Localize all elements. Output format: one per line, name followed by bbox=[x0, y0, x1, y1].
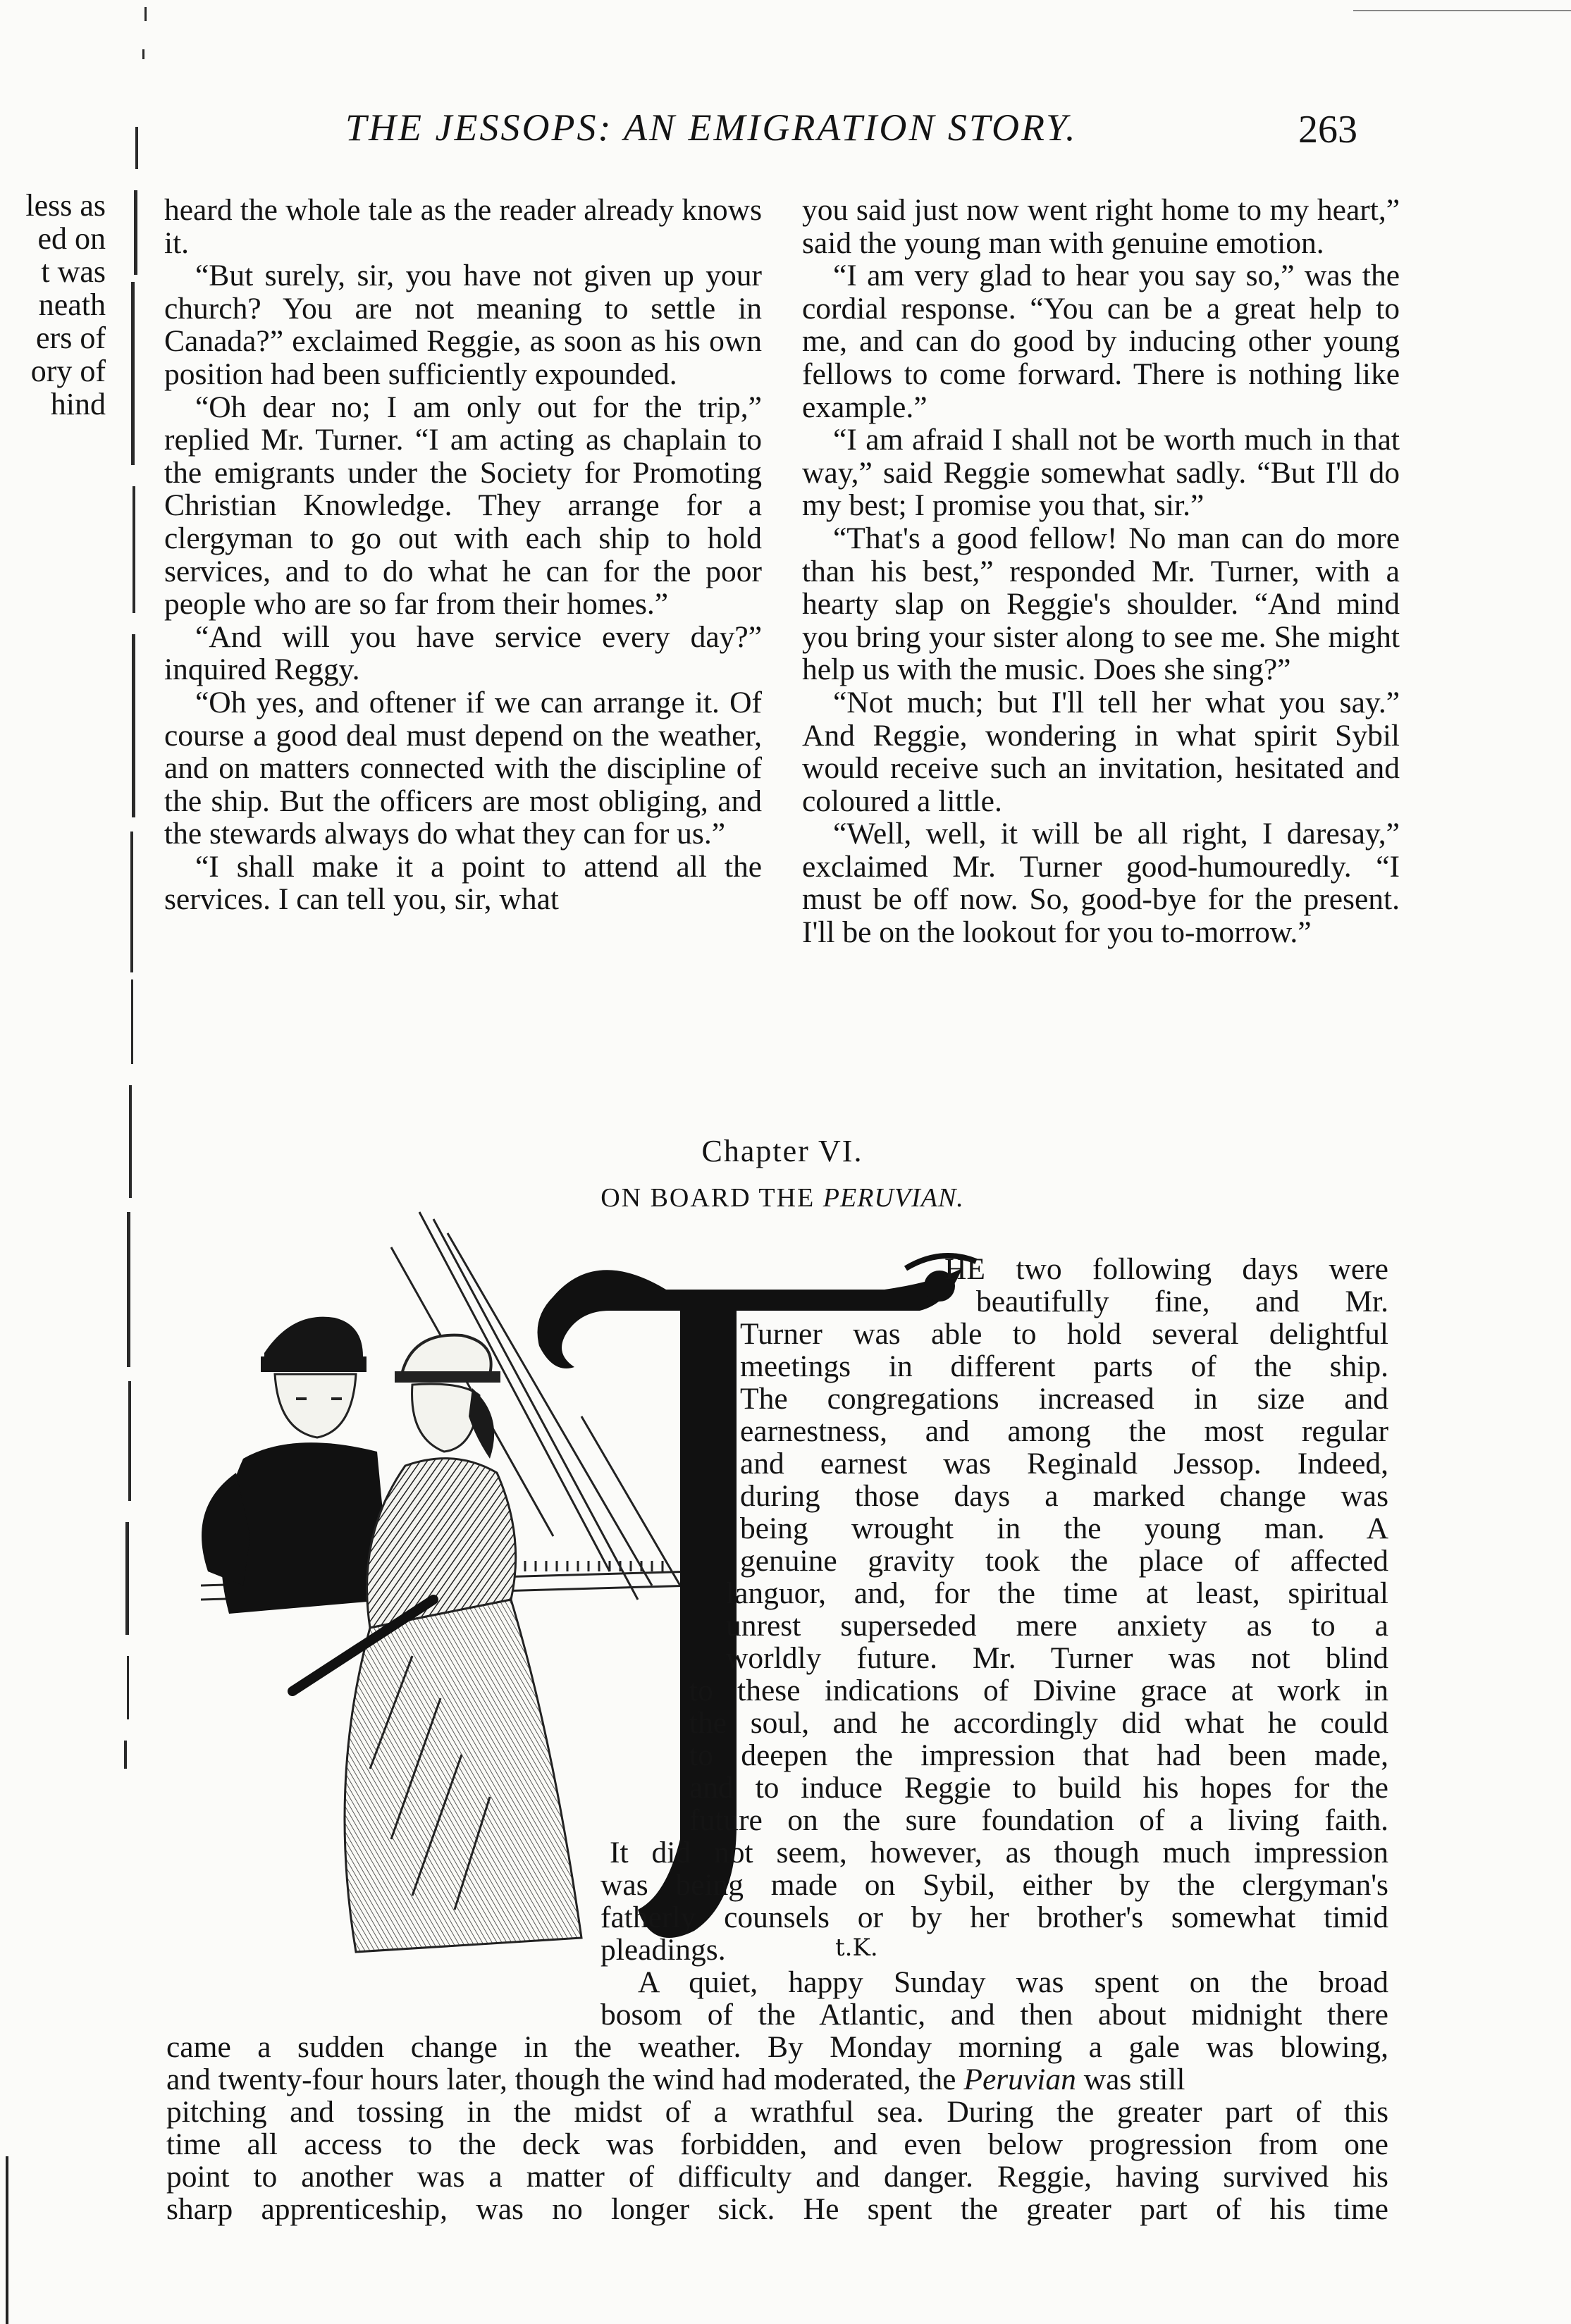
fragment-line: t was bbox=[41, 254, 106, 289]
body-line: bosom of the Atlantic, and then about midnight there bbox=[600, 1998, 1388, 2032]
chapter-subtitle-ship: PERUVIAN. bbox=[823, 1183, 964, 1213]
body-line: genuine gravity took the place of affected bbox=[740, 1544, 1388, 1578]
paragraph: “And will you have service every day?” inquired Reggy. bbox=[164, 619, 762, 687]
body-line: fatherly counsels or by her brother's somewhat timid bbox=[600, 1900, 1388, 1934]
page-number: 263 bbox=[1298, 108, 1357, 152]
body-line: pitching and tossing in the midst of a wrathful sea. During the greater part of this bbox=[166, 2095, 1388, 2129]
paragraph: “I am afraid I shall not be worth much in that way,” said Reggie somewhat sadly. “But I'll do my best; I promise you that, sir.” bbox=[802, 423, 1400, 523]
gutter-speckle bbox=[106, 0, 155, 2324]
body-text: was still bbox=[1083, 2063, 1185, 2096]
running-head bbox=[345, 106, 1360, 162]
paragraph: “But surely, sir, you have not given up your church? You are not meaning to settle in Canada?” exclaimed Reggie, as soon as his own position had been sufficiently expounded. bbox=[164, 259, 762, 391]
body-text: and twenty-four hours later, though the wind had moderated, the bbox=[166, 2063, 956, 2096]
body-line: The congregations increased in size and bbox=[740, 1382, 1388, 1416]
body-line: earnestness, and among the most regular bbox=[740, 1414, 1388, 1448]
body-line: time all access to the deck was forbidden, and even below progression from one bbox=[166, 2127, 1388, 2161]
body-line: sharp apprenticeship, was no longer sick. He spent the greater part of his time bbox=[166, 2192, 1388, 2226]
body-line: Turner was able to hold several delightful bbox=[740, 1317, 1388, 1351]
artist-mark: t.K. bbox=[835, 1934, 878, 1962]
paragraph: “Oh yes, and oftener if we can arrange it. Of course a good deal must depend on the weather, and on matters connected with the discipline of the ship. But the officers are most obliging, and the stewards always do what they can for us.” bbox=[164, 685, 762, 851]
body-line: to deepen the impression that had been made, bbox=[689, 1738, 1388, 1772]
fragment-line: ory of bbox=[30, 354, 106, 388]
left-column bbox=[164, 194, 762, 916]
body-line: and to induce Reggie to build his hopes for the bbox=[689, 1771, 1388, 1805]
ship-name: Peruvian bbox=[963, 2063, 1076, 2096]
fragment-line: neath bbox=[38, 288, 106, 322]
body-line: during those days a marked change was bbox=[740, 1479, 1388, 1513]
chapter-title bbox=[162, 1133, 1403, 1169]
body-line: It did not seem, however, as though much impression bbox=[610, 1836, 1388, 1869]
right-column bbox=[802, 194, 1400, 949]
body-line: pleadings. bbox=[600, 1933, 726, 1967]
body-line: languor, and, for the time at least, spiritual bbox=[726, 1576, 1388, 1610]
fragment-line: ed on bbox=[37, 221, 106, 256]
body-line: worldly future. Mr. Turner was not blind bbox=[726, 1641, 1388, 1675]
body-line: unrest superseded mere anxiety as to a bbox=[726, 1609, 1388, 1643]
body-line: point to another was a matter of difficulty and danger. Reggie, having survived his bbox=[166, 2160, 1388, 2194]
body-line: HE two following days were bbox=[944, 1252, 1388, 1286]
facing-page-fragments bbox=[0, 189, 106, 421]
body-line: and earnest was Reginald Jessop. Indeed, bbox=[740, 1447, 1388, 1481]
body-line: to these indications of Divine grace at work in bbox=[689, 1674, 1388, 1707]
chapter-title-text: Chapter VI. bbox=[701, 1134, 863, 1168]
paragraph: “I am very glad to hear you say so,” was the cordial response. “You can be a great help to me, and can do good by inducing other young fellows to come forward. There is nothing like example.” bbox=[802, 259, 1400, 424]
body-line: beautifully fine, and Mr. bbox=[976, 1285, 1388, 1318]
running-title: THE JESSOPS: AN EMIGRATION STORY. bbox=[345, 106, 1078, 149]
paragraph: heard the whole tale as the reader already knows it. bbox=[164, 193, 762, 260]
fragment-line: ers of bbox=[36, 321, 106, 355]
page-edge-line bbox=[0, 2142, 28, 2324]
body-line: came a sudden change in the weather. By Monday morning a gale was blowing, bbox=[166, 2030, 1388, 2064]
body-line: was being made on Sybil, either by the clergyman's bbox=[600, 1868, 1388, 1902]
chapter-subtitle-lead: ON BOARD THE bbox=[600, 1183, 823, 1213]
fragment-line: hind bbox=[50, 387, 106, 421]
man-figure bbox=[202, 1317, 391, 1614]
paragraph: “Well, well, it will be all right, I daresay,” exclaimed Mr. Turner good-humouredly. “I must be off now. So, good-bye for the present. I'll be on the lookout for you to-morrow.” bbox=[802, 817, 1400, 950]
paragraph: you said just now went right home to my heart,” said the young man with genuine emotion. bbox=[802, 193, 1400, 260]
paragraph: “That's a good fellow! No man can do more than his best,” responded Mr. Turner, with a hearty slap on Reggie's shoulder. “And mind you bring your sister along to see me. She might help us with the music. Does she sing?” bbox=[802, 521, 1400, 687]
body-line: meetings in different parts of the ship. bbox=[740, 1349, 1388, 1383]
body-line: A quiet, happy Sunday was spent on the broad bbox=[638, 1965, 1388, 1999]
fragment-line: less as bbox=[25, 188, 106, 223]
paragraph: “I shall make it a point to attend all the services. I can tell you, sir, what bbox=[164, 849, 762, 917]
body-line: the soul, and he accordingly did what he could bbox=[689, 1706, 1388, 1740]
body-line: being wrought in the young man. A bbox=[740, 1512, 1388, 1545]
paragraph: “Oh dear no; I am only out for the trip,” replied Mr. Turner. “I am acting as chaplain to the emigrants under the Society for Promoting Christian Knowledge. They arrange for a clergyman to go out with each ship to hold services, and to do what he can for the poor people who are so far from their homes.” bbox=[164, 390, 762, 622]
top-edge-line bbox=[1339, 0, 1571, 21]
paragraph: “Not much; but I'll tell her what you say.” And Reggie, wondering in what spirit Sybil would receive such an invitation, hesitated and coloured a little. bbox=[802, 685, 1400, 818]
body-line-mixed bbox=[166, 2063, 1388, 2096]
body-line: future on the sure foundation of a living faith. bbox=[689, 1803, 1388, 1837]
